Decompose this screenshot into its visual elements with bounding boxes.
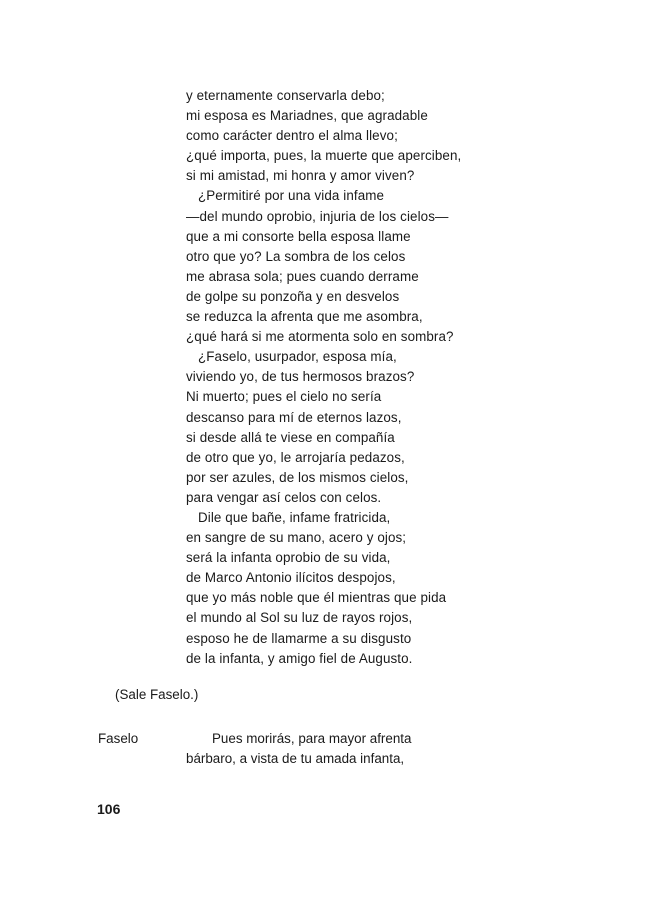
speech-line: Pues morirás, para mayor afrenta bbox=[212, 731, 412, 746]
verse-line: otro que yo? La sombra de los celos bbox=[186, 248, 406, 264]
verse-line: ¿qué hará si me atormenta solo en sombra? bbox=[186, 329, 454, 345]
stage-direction: (Sale Faselo.) bbox=[115, 687, 199, 702]
speaker-name: Faselo bbox=[98, 731, 139, 746]
verse-line: mi esposa es Mariadnes, que agradable bbox=[186, 108, 428, 124]
verse-line: viviendo yo, de tus hermosos brazos? bbox=[186, 369, 415, 385]
verse-line: esposo he de llamarme a su disgusto bbox=[186, 630, 412, 646]
verse-line: ¿Faselo, usurpador, esposa mía, bbox=[198, 349, 397, 365]
verse-block bbox=[186, 86, 461, 669]
verse-line: si mi amistad, mi honra y amor viven? bbox=[186, 168, 415, 184]
verse-line: ¿Permitiré por una vida infame bbox=[198, 188, 385, 204]
verse-line: y eternamente conservarla debo; bbox=[186, 88, 385, 103]
speech-block bbox=[186, 729, 411, 769]
verse-line: descanso para mí de eternos lazos, bbox=[186, 409, 402, 425]
verse-line: de Marco Antonio ilícitos despojos, bbox=[186, 570, 396, 586]
speech-line: bárbaro, a vista de tu amada infanta, bbox=[186, 751, 405, 767]
verse-line: de la infanta, y amigo fiel de Augusto. bbox=[186, 650, 413, 666]
verse-line: —del mundo oprobio, injuria de los cielos— bbox=[186, 208, 449, 224]
verse-line: de golpe su ponzoña y en desvelos bbox=[186, 288, 400, 304]
verse-line: Ni muerto; pues el cielo no sería bbox=[186, 389, 382, 405]
verse-line: de otro que yo, le arrojaría pedazos, bbox=[186, 449, 405, 465]
verse-line: en sangre de su mano, acero y ojos; bbox=[186, 530, 407, 546]
verse-line: como carácter dentro el alma llevo; bbox=[186, 128, 398, 144]
verse-line: que yo más noble que él mientras que pida bbox=[186, 590, 447, 606]
verse-line: que a mi consorte bella esposa llame bbox=[186, 228, 411, 244]
verse-line: ¿qué importa, pues, la muerte que aperciben, bbox=[186, 148, 462, 164]
verse-line: el mundo al Sol su luz de rayos rojos, bbox=[186, 610, 413, 626]
verse-line: si desde allá te viese en compañía bbox=[186, 429, 395, 445]
verse-line: se reduzca la afrenta que me asombra, bbox=[186, 309, 423, 325]
verse-line: será la infanta oprobio de su vida, bbox=[186, 550, 391, 566]
verse-line: para vengar así celos con celos. bbox=[186, 489, 382, 505]
verse-line: me abrasa sola; pues cuando derrame bbox=[186, 268, 419, 284]
page-number: 106 bbox=[97, 801, 121, 817]
verse-line: por ser azules, de los mismos cielos, bbox=[186, 469, 409, 485]
verse-line: Dile que bañe, infame fratricida, bbox=[198, 509, 391, 525]
